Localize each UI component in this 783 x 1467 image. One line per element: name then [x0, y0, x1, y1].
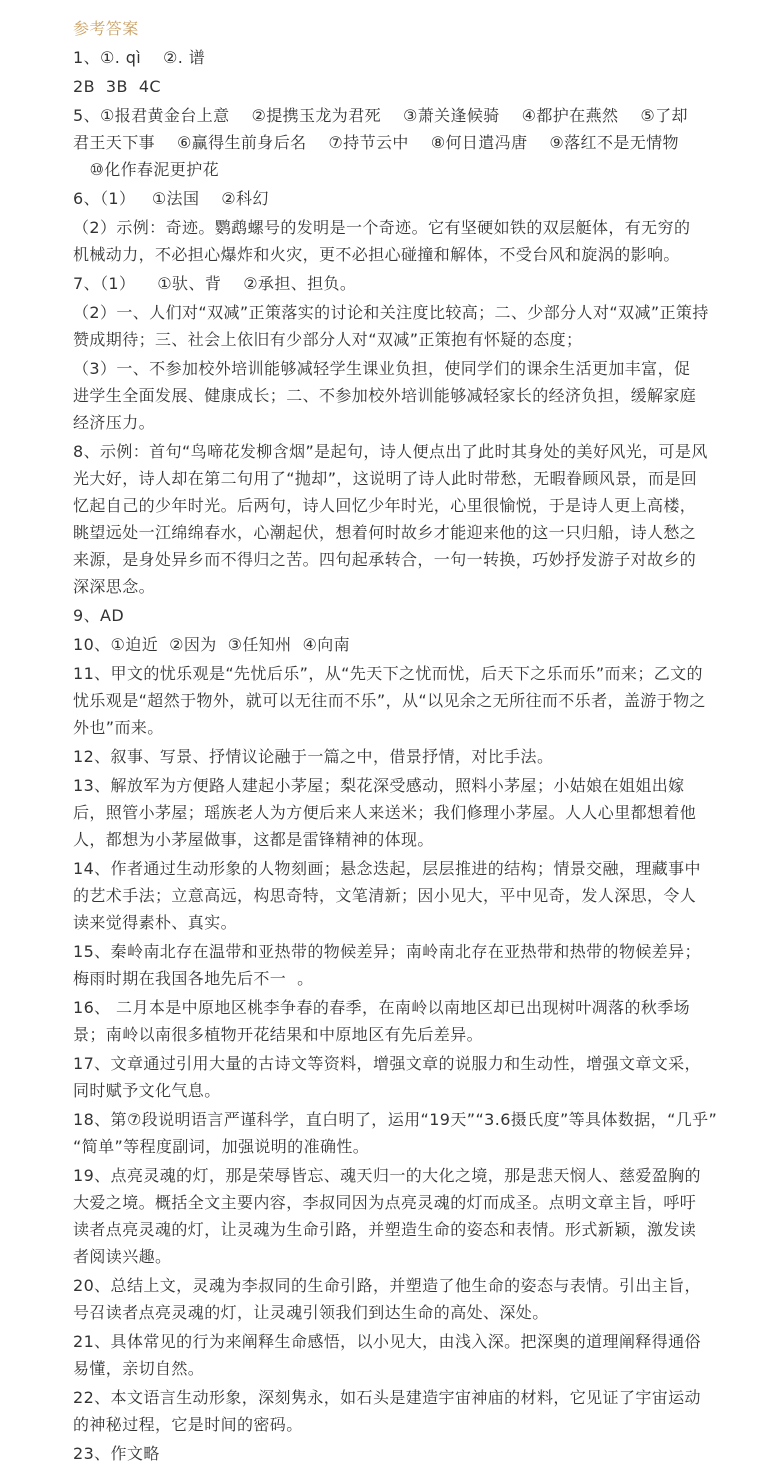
answer-item	[73, 73, 761, 100]
answer-line: 机械动力，不必担心爆炸和火灾，更不必担心碰撞和解体，不受台风和旋涡的影响。	[73, 245, 680, 264]
answer-line: 20、总结上文，灵魂为李叔同的生命引路，并塑造了他生命的姿态与表情。引出主旨，	[73, 1276, 701, 1295]
answer-line: 大爱之境。概括全文主要内容，李叔同因为点亮灵魂的灯而成圣。点明文章主旨，呼吁	[73, 1193, 697, 1212]
answer-line: 读来觉得素朴、真实。	[73, 913, 238, 932]
answer-line: （2）一、人们对“双减”正策落实的讨论和关注度比较高；二、少部分人对“双减”正策持	[73, 303, 709, 322]
answer-line: ⑩化作春泥更护花	[73, 160, 220, 179]
answer-item	[73, 270, 761, 297]
answer-line: 8、示例：首句“鸟啼花发柳含烟”是起句，诗人便点出了此时其身处的美好风光，可是风	[73, 442, 708, 461]
answer-line: 17、文章通过引用大量的古诗文等资料，增强文章的说服力和生动性，增强文章文采，	[73, 1054, 701, 1073]
answer-line: 10、①迫近 ②因为 ③任知州 ④向南	[73, 635, 351, 654]
answer-line: 15、秦岭南北存在温带和亚热带的物候差异；南岭南北存在亚热带和热带的物候差异；	[73, 942, 701, 961]
answer-item	[73, 185, 761, 212]
answer-line: 2B 3B 4C	[73, 77, 162, 96]
answer-list	[73, 44, 761, 1467]
answer-line: 14、作者通过生动形象的人物刻画；悬念迭起，层层推进的结构；情景交融，理藏事中	[73, 859, 701, 878]
answer-item	[73, 938, 761, 992]
answer-document	[73, 15, 761, 1467]
answer-item	[73, 438, 761, 600]
answer-line: 读者点亮灵魂的灯，让灵魂为生命引路，并塑造生命的姿态和表情。形式新颖，激发读	[73, 1220, 697, 1239]
answer-line: 12、叙事、写景、抒情议论融于一篇之中，借景抒情，对比手法。	[73, 747, 554, 766]
answer-line: 景；南岭以南很多植物开花结果和中原地区有先后差异。	[73, 1025, 484, 1044]
answer-line: 来源，是身处异乡而不得归之苦。四句起承转合，一句一转换，巧妙抒发游子对故乡的	[73, 550, 697, 569]
answer-line: 19、点亮灵魂的灯，那是荣辱皆忘、魂天归一的大化之境，那是悲天悯人、慈爱盈胸的	[73, 1166, 701, 1185]
answer-item	[73, 631, 761, 658]
answer-line: 1、①. qì ②. 谱	[73, 48, 206, 67]
answer-line: 23、作文略	[73, 1444, 160, 1463]
answer-line: 光大好，诗人却在第二句用了“抛却”，这说明了诗人此时带愁，无暇眷顾风景，而是回	[73, 469, 698, 488]
answer-line: 外也”而来。	[73, 718, 164, 737]
answer-item	[73, 1272, 761, 1326]
answer-line: 后，照管小茅屋；瑶族老人为方便后来人来送米；我们修理小茅屋。人人心里都想着他	[73, 803, 697, 822]
answer-item	[73, 855, 761, 936]
answer-line: 经济压力。	[73, 413, 156, 432]
answer-line: 易懂，亲切自然。	[73, 1359, 205, 1378]
answer-line: （3）一、不参加校外培训能够减轻学生课业负担，使同学们的课余生活更加丰富，促	[73, 359, 691, 378]
answer-item	[73, 1106, 761, 1160]
answer-line: 13、解放军为方便路人建起小茅屋；梨花深受感动，照料小茅屋；小姑娘在姐姐出嫁	[73, 776, 685, 795]
answer-line: 同时赋予文化气息。	[73, 1081, 221, 1100]
answer-item	[73, 772, 761, 853]
answer-line: 的神秘过程，它是时间的密码。	[73, 1415, 303, 1434]
answer-item	[73, 1384, 761, 1438]
answer-line: 赞成期待；三、社会上依旧有少部分人对“双减”正策抱有怀疑的态度；	[73, 330, 583, 349]
answer-item	[73, 660, 761, 741]
answer-line: 忆起自己的少年时光。后两句，诗人回忆少年时光，心里很愉悦，于是诗人更上高楼，	[73, 496, 697, 515]
answer-item	[73, 1440, 761, 1467]
answer-item	[73, 214, 761, 268]
answer-line: 君王天下事 ⑥赢得生前身后名 ⑦持节云中 ⑧何日遣冯唐 ⑨落红不是无情物	[73, 133, 679, 152]
answer-item	[73, 602, 761, 629]
answer-line: 6、（1） ①法国 ②科幻	[73, 189, 269, 208]
answer-line: 11、甲文的忧乐观是“先忧后乐”，从“先天下之忧而忧，后天下之乐而乐”而来；乙文的	[73, 664, 703, 683]
answer-line: 梅雨时期在我国各地先后不一 。	[73, 969, 314, 988]
answer-line: 9、AD	[73, 606, 125, 625]
answer-item	[73, 1328, 761, 1382]
page-title: 参考答案	[73, 19, 139, 38]
answer-line: 18、第⑦段说明语言严谨科学，直白明了，运用“19天”“3.6摄氏度”等具体数据，“几乎”	[73, 1110, 718, 1129]
answer-line: 人，都想为小茅屋做事，这都是雷锋精神的体现。	[73, 830, 434, 849]
answer-item	[73, 1162, 761, 1270]
answer-line: 忧乐观是“超然于物外，就可以无往而不乐”，从“以见余之无所往而不乐者，盖游于物之	[73, 691, 706, 710]
answer-line: “简单”等程度副词，加强说明的准确性。	[73, 1137, 370, 1156]
answer-item	[73, 994, 761, 1048]
answer-line: 者阅读兴趣。	[73, 1247, 172, 1266]
answer-item	[73, 743, 761, 770]
answer-item	[73, 102, 761, 183]
answer-line: 21、具体常见的行为来阐释生命感悟，以小见大，由浅入深。把深奥的道理阐释得通俗	[73, 1332, 701, 1351]
answer-item	[73, 355, 761, 436]
answer-line: 号召读者点亮灵魂的灯，让灵魂引领我们到达生命的高处、深处。	[73, 1303, 549, 1322]
answer-item	[73, 299, 761, 353]
answer-item	[73, 1050, 761, 1104]
answer-line: 进学生全面发展、健康成长；二、不参加校外培训能够减轻家长的经济负担，缓解家庭	[73, 386, 697, 405]
answer-line: 5、①报君黄金台上意 ②提携玉龙为君死 ③萧关逢候骑 ④都护在燕然 ⑤了却	[73, 106, 688, 125]
answer-line: 的艺术手法；立意高远，构思奇特，文笔清新；因小见大，平中见奇，发人深思，令人	[73, 886, 697, 905]
answer-line: 深深思念。	[73, 577, 156, 596]
answer-line: 16、 二月本是中原地区桃李争春的春季，在南岭以南地区却已出现树叶凋落的秋季场	[73, 998, 691, 1017]
answer-line: 眺望远处一江绵绵春水，心潮起伏，想着何时故乡才能迎来他的这一只归船，诗人愁之	[73, 523, 697, 542]
answer-line: 7、（1） ①驮、背 ②承担、担负。	[73, 274, 357, 293]
answer-line: 22、本文语言生动形象，深刻隽永，如石头是建造宇宙神庙的材料，它见证了宇宙运动	[73, 1388, 701, 1407]
answer-item	[73, 44, 761, 71]
answer-line: （2）示例：奇迹。鹦鹉螺号的发明是一个奇迹。它有坚硬如铁的双层艇体，有无穷的	[73, 218, 691, 237]
